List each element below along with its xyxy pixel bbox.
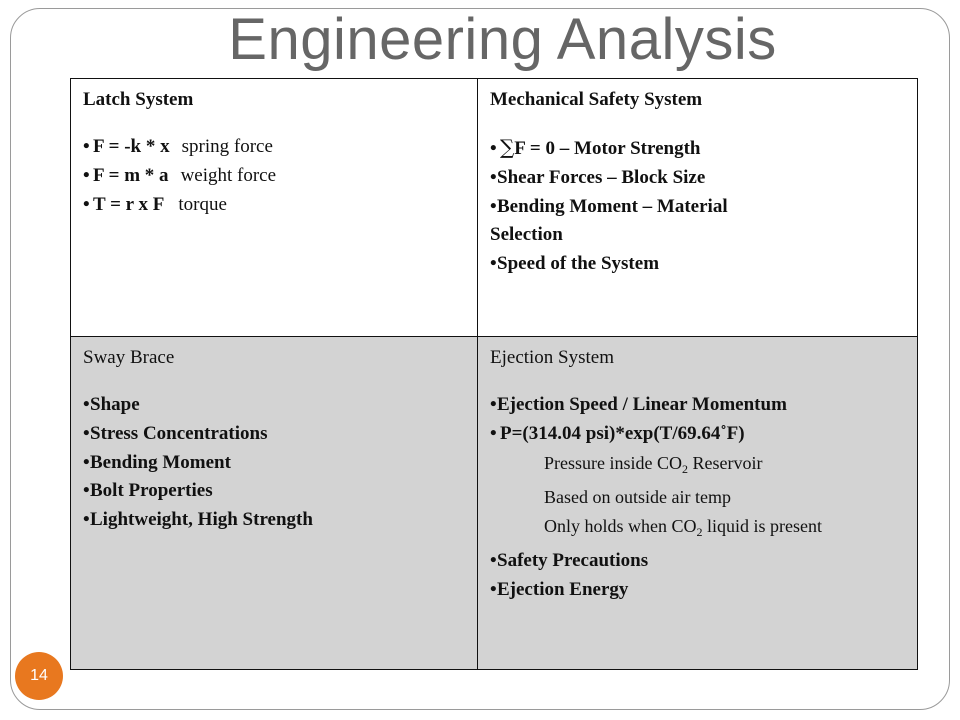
- list-item: •Speed of the System: [490, 253, 660, 275]
- list-item-text: Shape: [90, 394, 140, 415]
- latch-list: [83, 133, 465, 219]
- list-item-text: Selection: [490, 224, 563, 246]
- equation-desc: weight force: [180, 164, 277, 186]
- subscript: 2: [682, 461, 688, 476]
- list-item: •Ejection Speed / Linear Momentum: [490, 394, 787, 415]
- sub-text: Reservoir: [688, 452, 763, 473]
- list-item-text: Bending Moment – Material: [497, 195, 728, 217]
- sigma-symbol: ∑: [500, 135, 515, 159]
- equation-desc: torque: [178, 193, 227, 215]
- sub-item: [490, 449, 905, 484]
- equation-desc: spring force: [181, 136, 273, 157]
- equation: F = m * a: [93, 164, 169, 186]
- sub-text: Pressure inside CO: [544, 452, 682, 473]
- list-item: •Lightweight, High Strength: [83, 509, 313, 531]
- list-item: • F = -k * x spring force: [83, 136, 273, 157]
- cell-ejection-system: [478, 337, 917, 669]
- slide-title: Engineering Analysis: [228, 7, 777, 72]
- mechanical-title: Mechanical Safety System: [490, 89, 703, 110]
- cell-mechanical-safety: [478, 79, 917, 337]
- equation: F = -k * x: [93, 136, 170, 157]
- page-number-badge: 14: [15, 652, 63, 700]
- pressure-equation: P=(314.04 psi)*exp(T/69.64˚F): [500, 422, 745, 444]
- ejection-list: [490, 391, 905, 605]
- ejection-title: Ejection System: [490, 347, 615, 368]
- list-item: • ∑F = 0 – Motor Strength: [490, 135, 701, 159]
- list-item: •Stress Concentrations: [83, 422, 268, 444]
- list-item: •Bending Moment: [83, 451, 231, 473]
- cell-sway-brace: [71, 337, 478, 669]
- sub-text: Only holds when CO: [544, 516, 697, 537]
- list-item: •Safety Precautions: [490, 549, 649, 571]
- sub-text: liquid is present: [702, 516, 822, 537]
- mechanical-list: [490, 133, 905, 279]
- sway-title: Sway Brace: [83, 347, 175, 368]
- sway-list: [83, 391, 465, 535]
- list-item-text: F = 0 – Motor Strength: [514, 138, 701, 159]
- cell-latch-system: [71, 79, 478, 337]
- list-item: •Shape: [83, 394, 140, 415]
- list-item-text: Safety Precautions: [497, 549, 649, 571]
- list-item-continued: [490, 221, 905, 250]
- sub-text: Based on outside air temp: [544, 487, 731, 508]
- list-item-text: Bending Moment: [90, 451, 231, 473]
- list-item: • F = m * a weight force: [83, 164, 277, 186]
- latch-title: Latch System: [83, 89, 194, 110]
- list-item-text: Shear Forces – Block Size: [497, 166, 706, 188]
- list-item-text: Bolt Properties: [90, 480, 213, 502]
- list-item: •Bolt Properties: [83, 480, 213, 502]
- list-item: •Ejection Energy: [490, 578, 629, 600]
- list-item: • T = r x F torque: [83, 193, 227, 215]
- list-item-text: Lightweight, High Strength: [90, 509, 313, 531]
- list-item-text: Ejection Speed / Linear Momentum: [497, 394, 787, 415]
- sub-item: [490, 512, 905, 547]
- list-item-text: Speed of the System: [497, 253, 660, 275]
- list-item: • P=(314.04 psi)*exp(T/69.64˚F): [490, 422, 745, 444]
- analysis-table: [70, 78, 918, 670]
- sub-item: [490, 483, 905, 512]
- subscript: 2: [696, 525, 703, 540]
- list-item: •Bending Moment – Material: [490, 195, 728, 217]
- list-item-text: Ejection Energy: [497, 578, 629, 600]
- list-item-text: Stress Concentrations: [90, 422, 268, 444]
- list-item: •Shear Forces – Block Size: [490, 166, 706, 188]
- equation: T = r x F: [93, 193, 165, 215]
